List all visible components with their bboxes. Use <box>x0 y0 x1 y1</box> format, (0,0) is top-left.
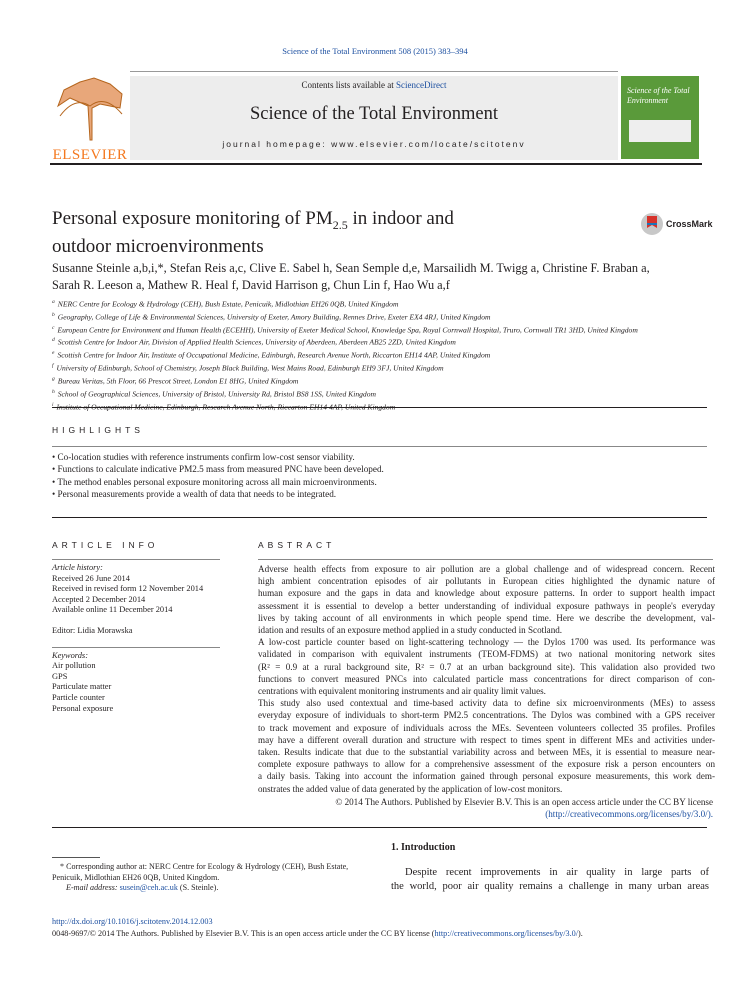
title-text: in indoor and <box>347 208 454 229</box>
history-label: Article history: <box>52 563 103 572</box>
crossmark-label: CrossMark <box>666 219 713 229</box>
highlights-list <box>52 451 384 500</box>
authors-line[interactable]: Susanne Steinle a,b,i,*, Stefan Reis a,c, Clive E. Sabel h, Sean Semple d,e, Marsailidh M. Twigg a, Christine F. Braban a, <box>52 261 650 275</box>
highlight-text: Personal measurements provide a wealth of data that needs to be integrated. <box>57 488 337 499</box>
footnote-rule <box>52 857 100 858</box>
introduction-heading: 1. Introduction <box>391 842 456 853</box>
corresponding-author-footnote <box>52 862 372 894</box>
journal-homepage[interactable]: journal homepage: www.elsevier.com/locate/scitotenv <box>222 139 526 149</box>
history-item: Available online 11 December 2014 <box>52 605 173 615</box>
abstract-line: complete exposure pathways to allow for a comprehensive assessment of the exposure risk a person encounters on <box>258 759 715 770</box>
abstract-line: centrations with equivalent monitoring instruments and air quality limit values. <box>258 686 546 697</box>
affiliation-key: c <box>52 324 55 331</box>
affiliation-text: Scottish Centre for Indoor Air, Institute of Occupational Medicine, Edinburgh, Research Avenue North, Riccarton EH14 4AP, United Kingdom <box>57 350 491 360</box>
highlight-text: Co-location studies with reference instruments confirm low-cost sensor viability. <box>57 452 355 462</box>
issn-text: 0048-9697/© 2014 The Authors. Published by Elsevier B.V. This is an open access article under the CC BY license ( <box>52 929 435 938</box>
article-info <box>52 563 220 714</box>
abstract-line: A low-cost particle counter based on light-scattering technology — the Dylos 1700 was used. Its performance was <box>258 637 715 648</box>
author-list <box>52 260 650 294</box>
affiliations <box>52 297 638 412</box>
abstract-line: assessment it is essential to develop a better understanding of individual exposure pathways in people's everyday <box>258 600 715 611</box>
abstract-line: high ambient concentration episodes of air pollutants in European cities highlighted the dynamic nature of <box>258 576 715 587</box>
divider <box>52 517 707 518</box>
affiliation-item <box>52 297 638 310</box>
affiliation-item <box>52 310 638 323</box>
header-top-rule <box>130 71 618 72</box>
title-text: outdoor microenvironments <box>52 235 264 257</box>
highlight-item <box>52 463 384 475</box>
abstract-heading: ABSTRACT <box>258 540 336 550</box>
introduction-text <box>391 866 709 893</box>
affiliation-key: g <box>52 375 55 382</box>
affiliation-key: i <box>52 401 54 408</box>
abstract-line: functions to convert measured PNCs into calculated particle mass concentrations for direct comparison of con- <box>258 673 715 684</box>
abstract-line: to track movement and exposure of individuals across the MEs. Seventeen volunteers collected 35 profiles. Profiles <box>258 722 715 733</box>
issn-copyright <box>52 929 583 938</box>
header-bottom-rule <box>50 163 702 165</box>
abstract-line: everyday exposure of individuals to short-term PM2.5 concentrations. The Dylos was combined with a GPS receiver <box>258 710 715 721</box>
abstract-line: a daily basis. Taking into account the information gained through personal exposure measurements, this work dem- <box>258 771 715 782</box>
authors-line[interactable]: Sarah R. Leeson a, Mathew R. Heal f, David Harrison g, Chun Lin f, Hao Wu a,f <box>52 278 450 292</box>
highlights-heading: HIGHLIGHTS <box>52 425 144 435</box>
history-item: Received in revised form 12 November 2014 <box>52 584 204 594</box>
crossmark-button[interactable] <box>640 211 713 237</box>
title-subscript: 2.5 <box>332 217 348 232</box>
highlight-text: Functions to calculate indicative PM2.5 mass from measured PNC have been developed. <box>57 464 384 475</box>
keywords-label: Keywords: <box>52 647 220 662</box>
abstract-line: validated in comparison with equivalent instruments (TEOM-FDMS) at two national monitoring network sites <box>258 649 715 660</box>
bullet-icon: • <box>52 476 58 487</box>
cover-title: Science of the Total Environment <box>627 86 690 105</box>
issn-text: ). <box>578 929 583 938</box>
history-item: Received 26 June 2014 <box>52 573 130 583</box>
journal-reference-link[interactable]: Science of the Total Environment 508 (2015) 383–394 <box>282 46 468 56</box>
abstract-line: human exposure and the gaps in data and knowledge about exposure patterns. In order to support health impact <box>258 588 715 599</box>
abstract-line: taken. Results indicate that due to the substantial variability across and between MEs, it is essential to measure near- <box>258 747 715 758</box>
divider <box>258 559 713 560</box>
abstract-body <box>258 563 715 795</box>
highlight-text: The method enables personal exposure monitoring across all main microenvironments. <box>57 476 377 487</box>
affiliation-item <box>52 387 638 400</box>
abstract-line: lives by taking account of all environments in which people spend time. Here we describe the development, val- <box>258 612 715 623</box>
affiliation-text: European Centre for Environment and Human Health (ECEHH), University of Exeter Medical School, Knowledge Spa, Royal Cornwall Hospital, Truro, Cornwall TR1 3HD, United Kingdom <box>57 325 638 335</box>
sciencedirect-link[interactable]: ScienceDirect <box>396 80 447 90</box>
abstract-line: onstrates the added value of data generated by the application of low-cost monitors. <box>258 783 563 794</box>
journal-header-box <box>130 76 618 160</box>
abstract-line: idation and results of an exposure method applied in a study conducted in Scotland. <box>258 625 563 636</box>
divider <box>52 446 707 447</box>
affiliation-text: Bureau Veritas, 5th Floor, 66 Prescot Street, London E1 8HG, United Kingdom <box>57 376 299 386</box>
keyword: Particle counter <box>52 692 105 702</box>
journal-title: Science of the Total Environment <box>249 104 499 124</box>
doi-link[interactable]: http://dx.doi.org/10.1016/j.scitotenv.2014.12.003 <box>52 917 213 926</box>
affiliation-key: e <box>52 350 55 357</box>
affiliation-key: f <box>52 363 54 370</box>
affiliation-text: Geography, College of Life & Environmental Sciences, University of Exeter, Amory Building, Rennes Drive, Exeter EX4 4RJ, United Kingdom <box>57 312 491 322</box>
affiliation-text: NERC Centre for Ecology & Hydrology (CEH), Bush Estate, Penicuik, Midlothian EH26 0QB, United Kingdom <box>57 299 399 309</box>
editor: Editor: Lidia Morawska <box>52 625 133 635</box>
license-link[interactable]: (http://creativecommons.org/licenses/by/3.0/). <box>545 809 713 820</box>
affiliation-key: a <box>52 299 55 305</box>
affiliation-item <box>52 374 638 387</box>
divider <box>52 827 707 828</box>
abstract-line: Adverse health effects from exposure to air pollution are a global challenge and of widespread concern. Recent <box>258 564 715 574</box>
intro-line: Despite recent improvements in air quality in large parts of <box>405 867 709 878</box>
article-title <box>52 208 454 258</box>
keyword: GPS <box>52 671 68 681</box>
abstract-license <box>258 796 713 820</box>
email-label: E-mail address: <box>66 883 120 893</box>
affiliation-key: d <box>52 337 55 344</box>
affiliation-text: Scottish Centre for Indoor Air, Division of Applied Health Sciences, University of Aberdeen, Aberdeen AB25 2ZD, United Kingdom <box>57 338 456 348</box>
divider <box>52 559 220 560</box>
contents-label: Contents lists available at <box>301 80 396 90</box>
affiliation-item <box>52 335 638 348</box>
affiliation-text: University of Edinburgh, School of Chemistry, Joseph Black Building, West Mains Road, Edinburgh EH9 3FJ, United Kingdom <box>56 363 444 373</box>
bullet-icon: • <box>52 464 58 475</box>
divider <box>52 407 707 408</box>
affiliation-key: h <box>52 388 55 395</box>
crossmark-icon <box>640 211 664 237</box>
highlight-item <box>52 488 384 500</box>
footnote-text: Penicuik, Midlothian EH26 0QB, United Kingdom. <box>52 872 220 882</box>
footnote-text: (S. Steinle). <box>177 883 219 893</box>
highlight-item <box>52 451 384 463</box>
email-link[interactable]: susein@ceh.ac.uk <box>119 883 178 893</box>
abstract-line: may have a different overall duration and structure with respect to times spent in different MEs and activities under- <box>258 734 715 745</box>
keyword: Personal exposure <box>52 703 114 713</box>
elsevier-logo <box>50 76 130 163</box>
abstract-line: This study also used contextual and time-based activity data to define six microenvironments (MEs) to assess <box>258 698 715 709</box>
keyword: Particulate matter <box>52 682 112 692</box>
history-item: Accepted 2 December 2014 <box>52 594 146 604</box>
bottom-license-link[interactable]: http://creativecommons.org/licenses/by/3.0/ <box>434 929 579 938</box>
footnote-text: * Corresponding author at: NERC Centre for Ecology & Hydrology (CEH), Bush Estate, <box>60 862 349 871</box>
affiliation-item <box>52 348 638 361</box>
affiliation-text: School of Geographical Sciences, University of Bristol, University Rd, Bristol BS8 1SS, United Kingdom <box>57 389 377 399</box>
affiliation-item <box>52 323 638 336</box>
copyright-text: © 2014 The Authors. Published by Elsevier B.V. This is an open access article under the CC BY license <box>335 797 713 807</box>
article-info-heading: ARTICLE INFO <box>52 540 159 550</box>
bullet-icon: • <box>52 488 58 499</box>
affiliation-item <box>52 361 638 374</box>
bullet-icon: • <box>52 452 58 462</box>
highlight-item <box>52 476 384 488</box>
affiliation-key: b <box>52 311 55 318</box>
elsevier-wordmark: ELSEVIER <box>52 147 128 163</box>
journal-cover-image <box>621 76 699 159</box>
keyword: Air pollution <box>52 661 96 671</box>
title-text: Personal exposure monitoring of PM <box>52 208 333 229</box>
abstract-line: (R² = 0.9 at a rural background site, R² = 0.7 at an urban background site). This validation also provided two <box>258 661 715 672</box>
intro-line: the world, poor air quality remains a challenge in many urban areas <box>391 880 709 892</box>
